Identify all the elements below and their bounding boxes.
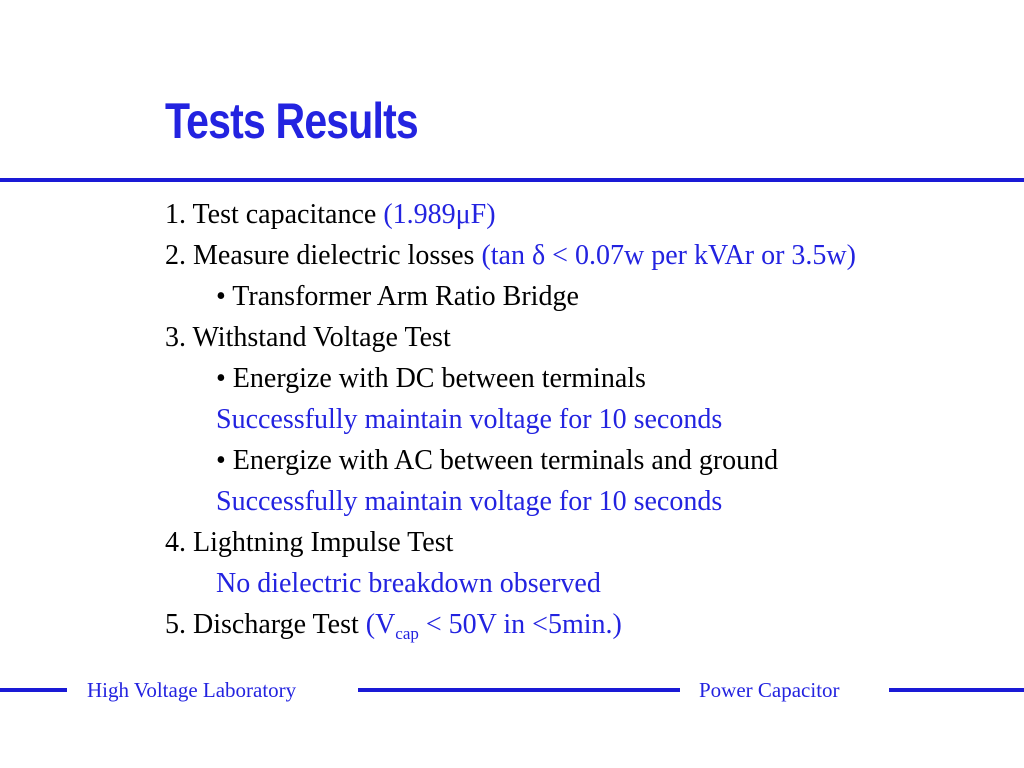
discharge-value-b: < 50V in <5min.): [418, 609, 622, 640]
item-value: (1.989μF): [383, 199, 496, 230]
result-impulse: No dielectric breakdown observed: [216, 568, 601, 599]
result-ac: Successfully maintain voltage for 10 seconds: [216, 486, 723, 517]
item-label: 5. Discharge Test: [165, 609, 366, 640]
item-label: 1. Test capacitance: [165, 199, 384, 230]
item-label: 3. Withstand Voltage Test: [165, 322, 451, 353]
item-lightning-impulse: [165, 522, 1020, 563]
bullet-transformer-bridge: • Transformer Arm Ratio Bridge: [216, 281, 579, 312]
footer-right-label: Power Capacitor: [699, 678, 840, 702]
bullet-energize-ac: • Energize with AC between terminals and ground: [216, 445, 779, 476]
title-divider: [0, 178, 1024, 182]
item-value: (tan δ < 0.07w per kVAr or 3.5w): [481, 240, 856, 271]
slide-body: [165, 194, 1020, 645]
footer-left-label: High Voltage Laboratory: [87, 678, 297, 702]
item-value: [365, 609, 622, 643]
bullet-energize-dc: • Energize with DC between terminals: [216, 363, 646, 394]
item-test-capacitance: [165, 194, 1020, 235]
footer-rule-left: [0, 688, 67, 692]
item-discharge-test: [165, 604, 1020, 645]
item-label: 4. Lightning Impulse Test: [165, 527, 454, 558]
item-withstand-voltage: [165, 317, 1020, 358]
discharge-value-a: (V: [365, 609, 396, 640]
discharge-subscript: cap: [395, 624, 419, 643]
item-dielectric-losses: [165, 235, 1020, 276]
slide-title: Tests Results: [165, 93, 418, 149]
result-dc: Successfully maintain voltage for 10 seconds: [216, 404, 723, 435]
footer-rule-middle: [358, 688, 680, 692]
item-label: 2. Measure dielectric losses: [165, 240, 482, 271]
footer-rule-right: [889, 688, 1024, 692]
